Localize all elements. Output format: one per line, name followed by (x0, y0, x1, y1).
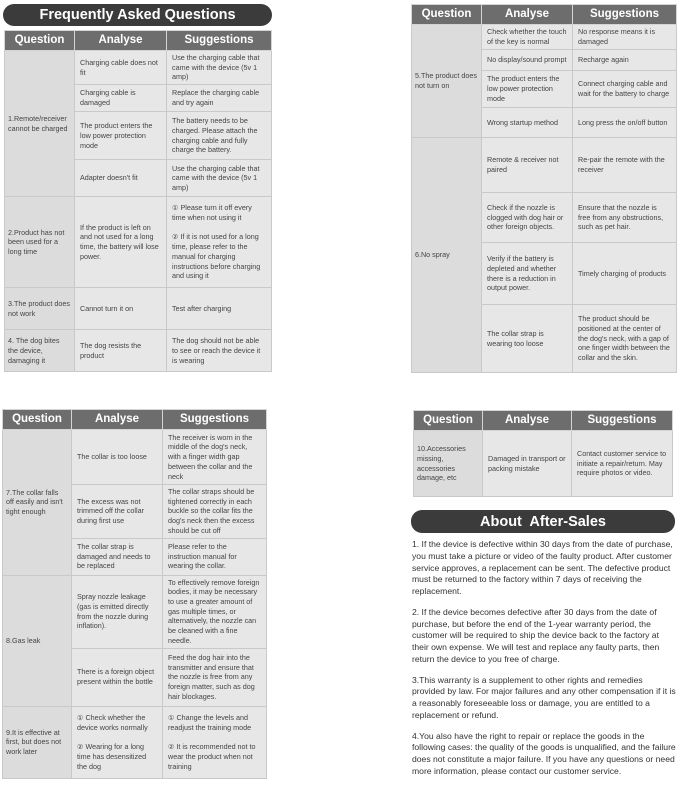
analyse-cell: Cannot turn it on (75, 288, 167, 330)
header-analyse: Analyse (72, 410, 163, 430)
question-cell: 6.No spray (412, 138, 482, 373)
suggestion-cell: To effectively remove foreign bodies, it may be necessary to use a greater amount of gas multiple times, or alternatively, the nozzle can be cleaned with a fine needle. (163, 575, 267, 648)
suggestion-cell: ① Please turn it off every time when not using it ② If it is not used for a long time, please refer to the manual for charging instructions before charging and using it (167, 197, 272, 288)
analyse-cell: Check if the nozzle is clogged with dog hair or other foreign objects. (482, 193, 573, 243)
suggestion-cell: Timely charging of products (573, 243, 677, 305)
analyse-cell: Damaged in transport or packing mistake (483, 431, 572, 497)
header-analyse: Analyse (483, 411, 572, 431)
suggestion-cell: The product should be positioned at the center of the dog's neck, with a gap of one finger width between the collar and the skin. (573, 305, 677, 373)
question-cell: 2.Product has not been used for a long time (5, 197, 75, 288)
question-cell: 8.Gas leak (3, 575, 72, 706)
header-suggestions: Suggestions (167, 31, 272, 51)
suggestion-cell: Connect charging cable and wait for the battery to charge (573, 71, 677, 108)
analyse-cell: Spray nozzle leakage (gas is emitted directly from the nozzle during inflation). (72, 575, 163, 648)
question-cell: 4. The dog bites the device, damaging it (5, 330, 75, 372)
suggestion-cell: The battery needs to be charged. Please attach the charging cable and fully charge the battery. (167, 112, 272, 160)
question-cell: 10.Accessories missing, accessories damage, etc (414, 431, 483, 497)
suggestion-cell: ① Change the levels and readjust the training mode ② It is recommended not to wear the product when not training (163, 706, 267, 778)
analyse-cell: Remote & receiver not paired (482, 138, 573, 193)
question-cell: 1.Remote/receiver cannot be charged (5, 51, 75, 197)
header-suggestions: Suggestions (163, 410, 267, 430)
header-analyse: Analyse (482, 5, 573, 25)
header-suggestions: Suggestions (573, 5, 677, 25)
suggestion-cell: No response means it is damaged (573, 25, 677, 50)
suggestion-cell: Use the charging cable that came with the device (5v 1 amp) (167, 160, 272, 197)
header-question: Question (414, 411, 483, 431)
suggestion-cell: Use the charging cable that came with the device (5v 1 amp) (167, 51, 272, 85)
analyse-cell: Check whether the touch of the key is normal (482, 25, 573, 50)
after-sales-paragraph: 2. If the device becomes defective after 30 days from the date of purchase, but before the end of the 1-year warranty period, the customer will be required to ship the device back to the factory at their own expense. We will test and replace any faulty parts, then return the device to you free of charge. (412, 606, 660, 664)
suggestion-cell: The dog should not be able to see or reach the device it is wearing (167, 330, 272, 372)
analyse-cell: Adapter doesn't fit (75, 160, 167, 197)
after-sales-paragraph: 3.This warranty is a supplement to other rights and remedies provided by law. For major failures and any other compensation if it is a reasonably foreseeable loss or damage, you are entitled to a replacement or refund. (412, 674, 676, 720)
faq-table-4 (413, 410, 673, 497)
header-question: Question (3, 410, 72, 430)
suggestion-cell: Test after charging (167, 288, 272, 330)
suggestion-cell: Long press the on/off button (573, 108, 677, 138)
faq-table-3 (2, 409, 267, 779)
analyse-cell: The excess was not trimmed off the collar during first use (72, 485, 163, 539)
question-cell: 7.The collar falls off easily and isn't tight enough (3, 430, 72, 576)
suggestion-cell: Please refer to the instruction manual for wearing the collar. (163, 538, 267, 575)
suggestion-cell: Ensure that the nozzle is free from any obstructions, such as pet hair. (573, 193, 677, 243)
suggestion-cell: Feed the dog hair into the transmitter and ensure that the nozzle is free from any foreign matter, such as dog hair blockages. (163, 648, 267, 706)
analyse-cell: The product enters the low power protection mode (482, 71, 573, 108)
suggestion-cell: The collar straps should be tightened correctly in each buckle so the collar fits the dog's neck then the excess should be cut off (163, 485, 267, 539)
header-question: Question (412, 5, 482, 25)
analyse-cell: Verify if the battery is depleted and whether there is a reduction in output power. (482, 243, 573, 305)
header-analyse: Analyse (75, 31, 167, 51)
analyse-cell: Wrong startup method (482, 108, 573, 138)
analyse-cell: The collar is too loose (72, 430, 163, 485)
analyse-cell: There is a foreign object present within the bottle (72, 648, 163, 706)
faq-title: Frequently Asked Questions (3, 4, 272, 26)
question-cell: 5.The product does not turn on (412, 25, 482, 138)
question-cell: 9.It is effective at first, but does not work later (3, 706, 72, 778)
suggestion-cell: Recharge again (573, 50, 677, 71)
analyse-cell: The dog resists the product (75, 330, 167, 372)
faq-table-2 (411, 4, 677, 373)
analyse-cell: If the product is left on and not used for a long time, the battery will lose power. (75, 197, 167, 288)
suggestion-cell: Contact customer service to initiate a repair/return. May require photos or video. (572, 431, 673, 497)
after-sales-paragraph: 1. If the device is defective within 30 days from the date of purchase, you must take a picture or video of the faulty product. After customer service approves, a replacement can be sent. The defective product must be returned to the factory within 7 days of receiving the replacement. (412, 539, 673, 597)
analyse-cell: Charging cable does not fit (75, 51, 167, 85)
suggestion-cell: The receiver is worn in the middle of the dog's neck, with a finger width gap between the collar and the neck (163, 430, 267, 485)
after-sales-text (412, 539, 676, 787)
analyse-cell: The collar strap is damaged and needs to be replaced (72, 538, 163, 575)
analyse-cell: The collar strap is wearing too loose (482, 305, 573, 373)
header-question: Question (5, 31, 75, 51)
after-sales-title: About After-Sales (411, 510, 675, 533)
analyse-cell: Charging cable is damaged (75, 85, 167, 112)
analyse-cell: The product enters the low power protection mode (75, 112, 167, 160)
analyse-cell: ① Check whether the device works normally ② Wearing for a long time has desensitized the dog (72, 706, 163, 778)
question-cell: 3.The product does not work (5, 288, 75, 330)
suggestion-cell: Replace the charging cable and try again (167, 85, 272, 112)
after-sales-paragraph: 4.You also have the right to repair or replace the goods in the following cases: the quality of the goods is unqualified, and the failure does not constitute a major failure. If you have any questions or need more information, please contact our customer service. (412, 730, 676, 777)
header-suggestions: Suggestions (572, 411, 673, 431)
suggestion-cell: Re-pair the remote with the receiver (573, 138, 677, 193)
faq-table-1 (4, 30, 272, 372)
analyse-cell: No display/sound prompt (482, 50, 573, 71)
